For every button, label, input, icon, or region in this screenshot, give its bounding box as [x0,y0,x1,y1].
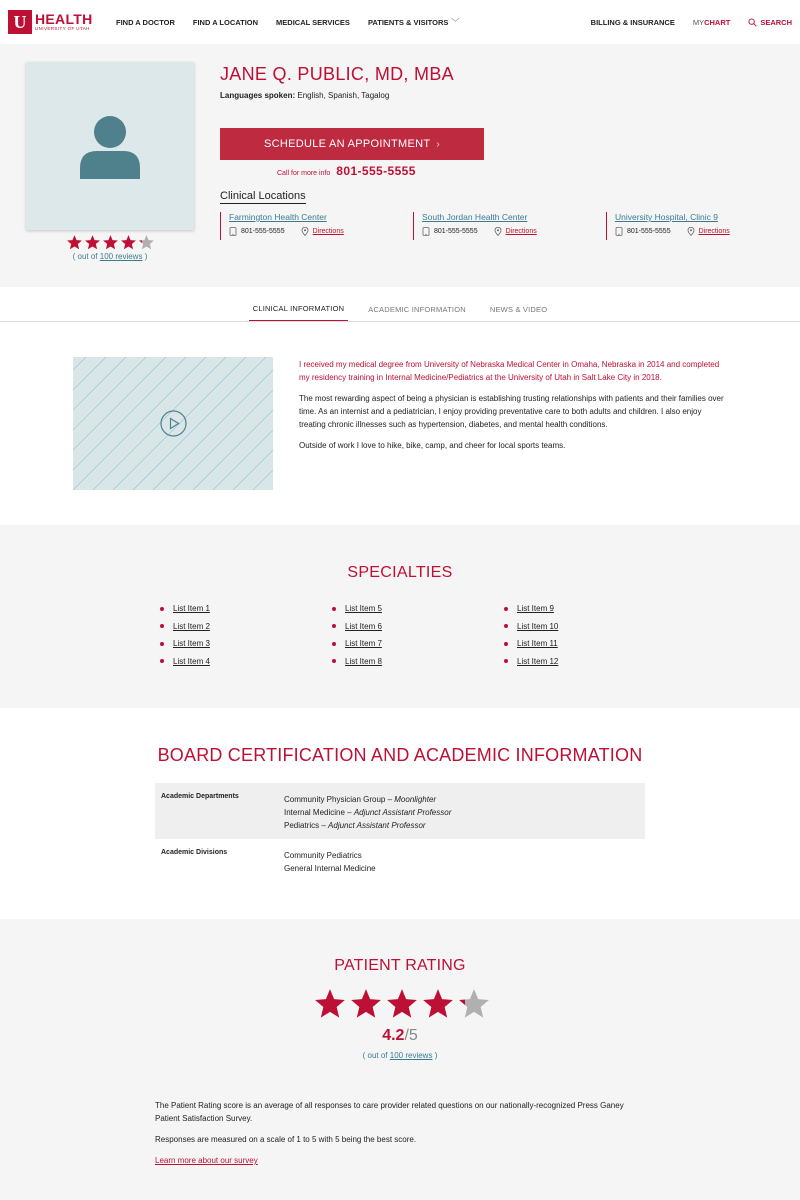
specialty-link[interactable]: List Item 12 [517,656,559,666]
doctor-photo-placeholder [26,62,194,230]
location-phone[interactable]: 801-555-5555 [434,228,478,235]
specialties-section [0,525,800,708]
tab-clinical-information[interactable]: CLINICAL INFORMATION [249,304,349,321]
academic-info-table [155,783,645,885]
location-phone[interactable]: 801-555-5555 [627,228,671,235]
specialty-link[interactable]: List Item 3 [173,639,210,649]
call-info [277,164,416,178]
star-icon [457,987,491,1021]
stripe-line [173,357,273,490]
stripe-line [73,357,106,490]
search-button[interactable] [748,18,792,27]
tab-news-video[interactable]: NEWS & VIDEO [489,305,548,314]
table-row [155,783,645,839]
nav-find-location[interactable]: FIND A LOCATION [192,17,259,27]
avatar-icon [77,113,143,179]
map-pin-icon [687,227,695,236]
specialty-link[interactable]: List Item 7 [345,639,382,649]
location-card [220,212,413,240]
learn-more-link[interactable]: Learn more about our survey [155,1156,258,1165]
logo-subtitle: UNIVERSITY OF UTAH [35,26,90,32]
logo[interactable] [8,10,100,34]
location-name-link[interactable]: Farmington Health Center [229,212,327,222]
location-name-link[interactable]: South Jordan Health Center [422,212,528,222]
specialty-link[interactable]: List Item 5 [345,604,382,614]
rating-summary [26,234,194,261]
department-role: Adjunct Assistant Professor [328,821,426,830]
star-icon [120,234,137,251]
stripe-line [133,357,266,490]
main-nav [116,17,459,28]
specialty-link[interactable]: List Item 6 [345,621,382,631]
video-player[interactable] [73,357,273,490]
bullet-icon [332,624,336,628]
star-icon [102,234,119,251]
reviews-prefix: ( out of [72,252,98,261]
list-item [504,653,676,671]
nav-billing-insurance[interactable]: BILLING & INSURANCE [590,17,675,27]
star-icon [385,987,419,1021]
departments-label: Academic Departments [161,793,239,800]
bullet-icon [504,642,508,646]
reviews-suffix: ) [144,252,148,261]
table-row [155,839,645,885]
star-icon [138,234,155,251]
logo-name: HEALTH [35,11,93,28]
location-name-link[interactable]: University Hospital, Clinic 9 [615,212,718,222]
search-label: SEARCH [760,17,792,27]
directions-link[interactable]: Directions [312,228,344,235]
bullet-icon [504,659,508,663]
department-role: Moonlighter [394,795,437,804]
search-icon [748,18,757,27]
doctor-bio [299,358,729,460]
clinical-information-panel [0,322,800,525]
stripe-line [253,357,273,490]
profile-section [0,44,800,287]
specialty-link[interactable]: List Item 4 [173,656,210,666]
department-role: Adjunct Assistant Professor [353,808,452,817]
division-entry: General Internal Medicine [284,864,376,873]
department-name: Internal Medicine – [284,808,354,817]
doctor-name: JANE Q. PUBLIC, MD, MBA [220,64,454,84]
bullet-icon [504,607,508,611]
bio-lead: I received my medical degree from University of Nebraska Medical Center in Omaha, Nebraska in 2014 and completed my residency training in Internal Medicine/Pediatrics at the University of Utah in Salt Lake City in 2018. [299,360,720,382]
map-pin-icon [301,227,309,236]
call-number[interactable]: 801-555-5555 [336,164,416,178]
locations-list [220,212,799,240]
specialty-link[interactable]: List Item 9 [517,604,554,614]
specialty-link[interactable]: List Item 10 [517,621,559,631]
board-certification-section [0,708,800,919]
nav-medical-services[interactable]: MEDICAL SERVICES [276,17,350,27]
specialty-link[interactable]: List Item 2 [173,621,210,631]
specialties-column [504,600,676,670]
nav-mychart[interactable] [693,18,731,27]
board-certification-title: BOARD CERTIFICATION AND ACADEMIC INFORMATION [157,745,643,765]
location-card [606,212,799,240]
specialty-link[interactable]: List Item 8 [345,656,382,666]
map-pin-icon [494,227,502,236]
reviews-link-small[interactable]: 100 reviews [99,252,143,261]
star-icon [66,234,83,251]
rating-desc-paragraph: The Patient Rating score is an average of all responses to care provider related questions on our nationally-recognized Press Ganey Patient Satisfaction Survey. [155,1101,624,1123]
divisions-label: Academic Divisions [161,849,228,856]
list-item [332,618,504,636]
department-name: Pediatrics – [284,821,329,830]
directions-link[interactable]: Directions [698,228,730,235]
divisions-value [284,849,376,875]
schedule-label: SCHEDULE AN APPOINTMENT [263,138,431,150]
list-item [504,635,676,653]
star-icon [313,987,347,1021]
mychart-my: MY [692,17,705,27]
site-header [0,0,800,44]
specialties-title: SPECIALTIES [347,564,453,581]
division-entry: Community Pediatrics [284,851,362,860]
patient-rating-title: PATIENT RATING [334,957,466,974]
patient-rating-section [0,919,800,1200]
rating-description [155,1099,645,1175]
list-item [160,618,332,636]
stripe-line [233,357,273,490]
rating-desc-paragraph: Responses are measured on a scale of 1 to 5 with 5 being the best score. [155,1135,417,1144]
department-entry [284,793,451,806]
bullet-icon [160,642,164,646]
list-item [504,618,676,636]
clinical-locations-title: Clinical Locations [220,190,306,202]
info-tabs [0,287,800,322]
nav-patients-visitors-label: PATIENTS & VISITORS [367,17,449,27]
reviews-count [0,1051,800,1060]
bullet-icon [160,624,164,628]
bullet-icon [332,607,336,611]
specialty-link[interactable]: List Item 11 [517,639,558,649]
score-value: 4.2 [382,1027,405,1044]
reviews-suffix: ) [434,1051,438,1060]
department-name: Community Physician Group – [284,795,395,804]
phone-icon [229,227,237,236]
list-item [160,653,332,671]
play-icon[interactable] [160,410,187,437]
chevron-right-icon: › [436,138,441,150]
stripe-line [213,357,273,490]
bullet-icon [504,624,508,628]
bullet-icon [332,642,336,646]
languages-value: English, Spanish, Tagalog [297,91,390,100]
department-entry [284,819,451,832]
departments-value [284,793,451,829]
location-card [413,212,606,240]
rating-score [0,1027,800,1045]
list-item [160,635,332,653]
star-rating-small [26,234,194,251]
department-entry [284,806,451,819]
list-item [160,600,332,618]
reviews-link[interactable]: 100 reviews [389,1051,433,1060]
list-item [332,600,504,618]
list-item [504,600,676,618]
stripe-line [73,357,146,490]
star-icon [84,234,101,251]
phone-icon [615,227,623,236]
star-icon [421,987,455,1021]
reviews-prefix: ( out of [362,1051,388,1060]
list-item [332,635,504,653]
directions-link[interactable]: Directions [505,228,537,235]
tab-academic-information[interactable]: ACADEMIC INFORMATION [368,305,466,314]
phone-icon [422,227,430,236]
languages-spoken [220,91,389,100]
specialty-link[interactable]: List Item 1 [173,604,210,614]
score-max: /5 [404,1027,418,1044]
nav-find-doctor[interactable]: FIND A DOCTOR [116,17,175,27]
logo-mark: U [8,10,32,34]
bullet-icon [160,659,164,663]
specialties-column [332,600,504,670]
call-label: Call for more info [277,170,331,177]
chevron-down-icon: ﹀ [451,17,460,27]
star-icon [349,987,383,1021]
bullet-icon [332,659,336,663]
mychart-chart: CHART [704,17,731,27]
star-rating-large [313,987,491,1021]
specialties-column [160,600,332,670]
list-item [332,653,504,671]
nav-patients-visitors[interactable] [368,17,459,28]
languages-label: Languages spoken: [220,91,296,100]
schedule-appointment-button[interactable] [220,128,484,160]
bullet-icon [160,607,164,611]
bio-paragraph: The most rewarding aspect of being a physician is establishing trusting relationships with patients and their families over time. As an internist and a pediatrician, I enjoy providing preventative care to both adults and children. I also enjoy treating chronic illnesses such as hypertension, diabetes, and mental health conditions. [299,394,724,429]
location-phone[interactable]: 801-555-5555 [241,228,285,235]
reviews-count-small [26,252,194,261]
specialties-list [160,600,676,670]
bio-paragraph: Outside of work I love to hike, bike, camp, and cheer for local sports teams. [299,441,566,450]
